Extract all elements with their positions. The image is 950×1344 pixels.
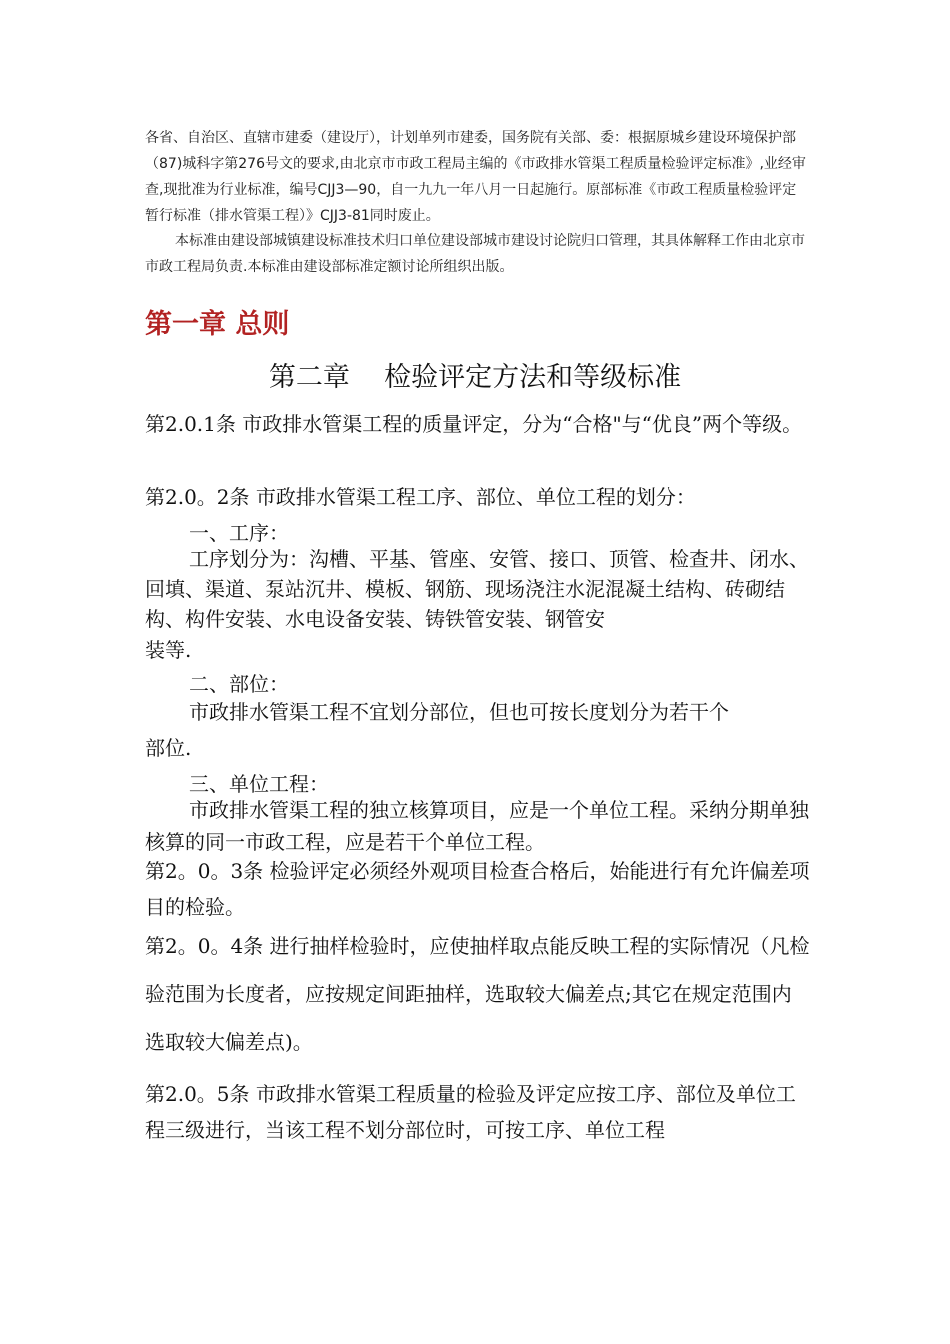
chapter-1-heading: 第一章 总则	[145, 309, 290, 340]
section-2-title: 二、部位：	[189, 672, 289, 696]
article-2-0-2: 第2.0。2条 市政排水管渠工程工序、部位、单位工程的划分：	[145, 485, 696, 509]
section-2-body: 市政排水管渠工程不宜划分部位，但也可按长度划分为若干个	[189, 700, 729, 724]
section-2-end: 部位.	[145, 736, 192, 760]
intro-paragraph-1: 各省、自治区、直辖市建委（建设厅），计划单列市建委，国务院有关部、委：根据原城乡建设环境保护部（87)城科字第276号文的要求,由北京市市政工程局主编的《市政排水管渠工程质量检验评定标准》,业经审查,现批准为行业标准，编号CJJ3—90，自一九九一年八月一日起施行。原部标准《市政工程质量检验评定暂行标准（排水管渠工程）》CJJ3-81同时废止。	[145, 130, 806, 224]
section-3-title: 三、单位工程：	[189, 772, 329, 796]
article-2-0-1: 第2.0.1条 市政排水管渠工程的质量评定，分为“合格"与“优良”两个等级。	[145, 412, 803, 436]
article-2-0-3: 第2。0。3条 检验评定必须经外观项目检查合格后，始能进行有允许偏差项目的检验。	[145, 859, 810, 919]
section-1-title: 一、工序：	[189, 521, 289, 545]
chapter-2-heading: 第二章 检验评定方法和等级标准	[268, 362, 682, 393]
article-2-0-4: 第2。0。4条 进行抽样检验时，应使抽样取点能反映工程的实际情况（凡检验范围为长度者，应按规定间距抽样，选取较大偏差点;其它在规定范围内选取较大偏差点)。	[145, 934, 810, 1054]
section-1-body: 工序划分为：沟槽、平基、管座、安管、接口、顶管、检查井、闭水、回填、渠道、泵站沉井、模板、钢筋、现场浇注水泥混凝土结构、砖砌结构、构件安装、水电设备安装、铸铁管安装、钢管安	[145, 547, 809, 631]
section-3-body: 市政排水管渠工程的独立核算项目，应是一个单位工程。采纳分期单独核算的同一市政工程，应是若干个单位工程。	[145, 798, 809, 854]
article-2-0-5: 第2.0。5条 市政排水管渠工程质量的检验及评定应按工序、部位及单位工程三级进行，当该工程不划分部位时，可按工序、单位工程	[145, 1082, 796, 1142]
intro-paragraph-2: 本标准由建设部城镇建设标准技术归口单位建设部城市建设讨论院归口管理，其具体解释工作由北京市市政工程局负责.本标准由建设部标准定额讨论所组织出版。	[145, 233, 805, 275]
section-1-end: 装等.	[145, 638, 192, 662]
